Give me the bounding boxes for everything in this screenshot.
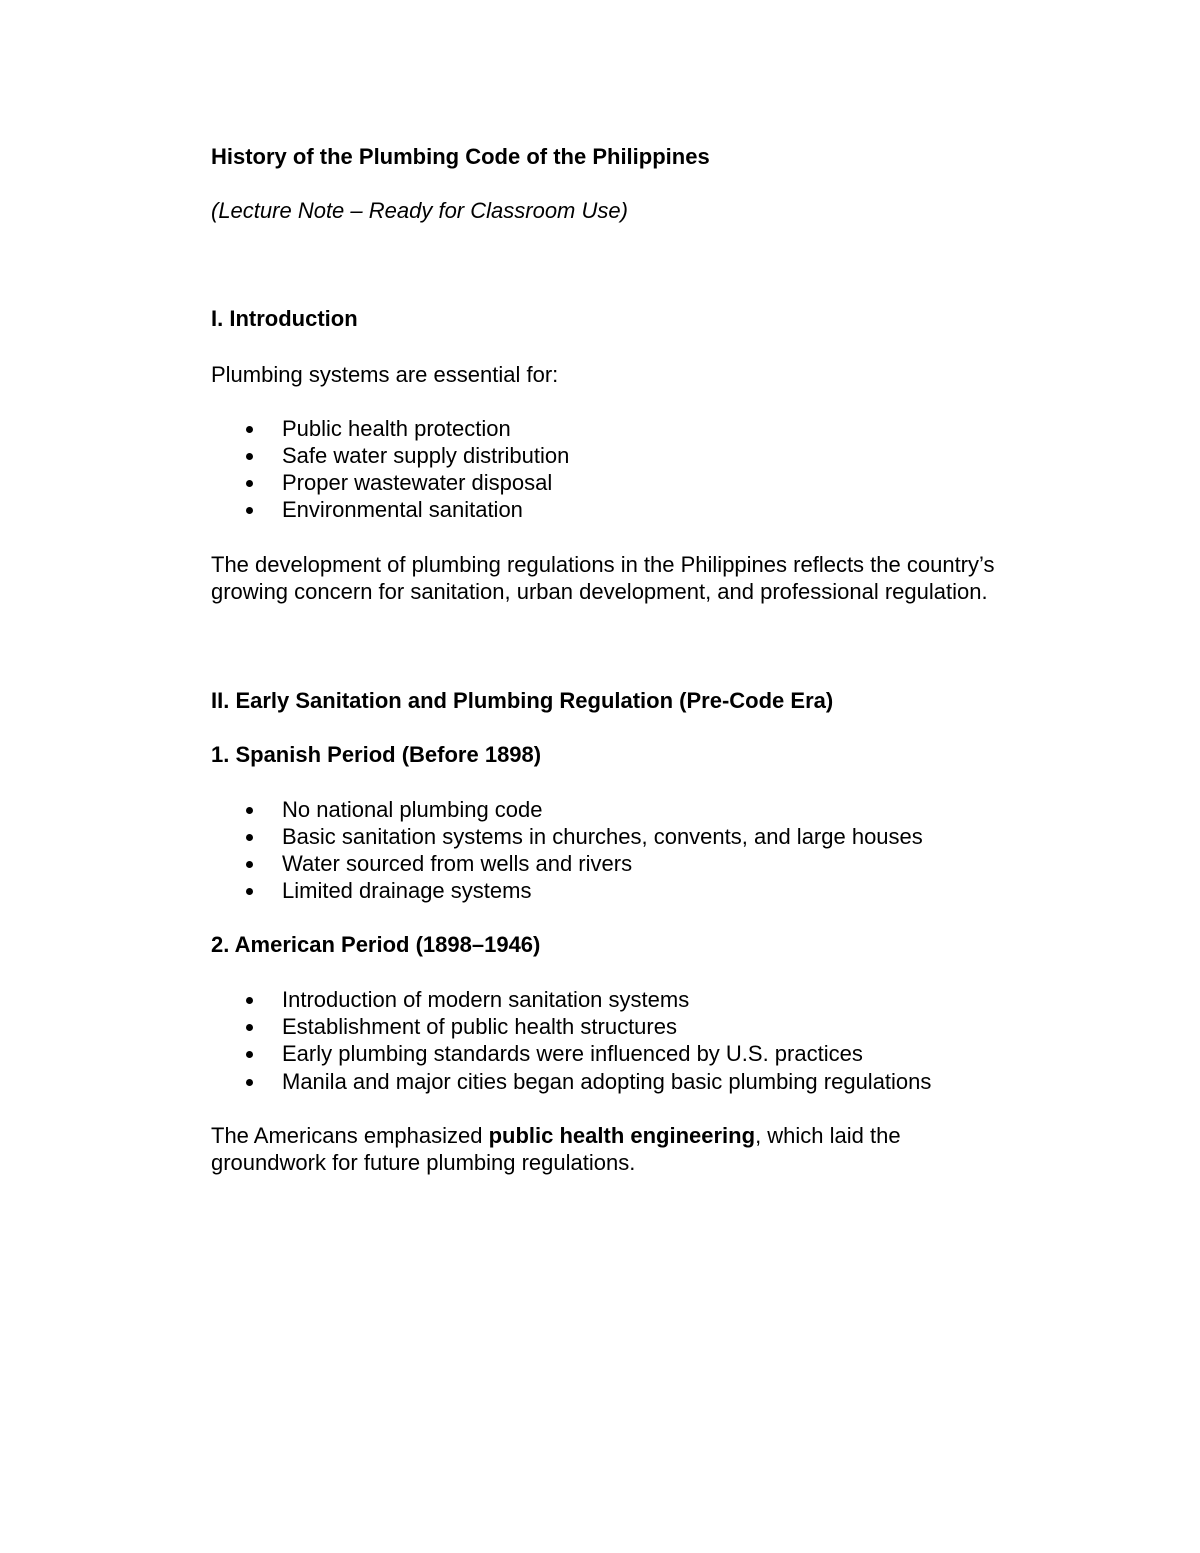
bullet-icon bbox=[246, 480, 253, 487]
closing-emphasis: public health engineering bbox=[488, 1123, 756, 1148]
closing-text-part-1: The Americans emphasized bbox=[211, 1123, 489, 1148]
list-item: Limited drainage systems bbox=[282, 878, 532, 903]
bullet-icon bbox=[246, 1024, 253, 1031]
bullet-icon bbox=[246, 888, 253, 895]
document-subtitle: (Lecture Note – Ready for Classroom Use) bbox=[211, 198, 628, 223]
list-item: Safe water supply distribution bbox=[282, 443, 570, 468]
list-item: Public health protection bbox=[282, 416, 511, 441]
bullet-icon bbox=[246, 807, 253, 814]
list-item: Proper wastewater disposal bbox=[282, 470, 553, 495]
list-item: No national plumbing code bbox=[282, 797, 543, 822]
list-item: Basic sanitation systems in churches, convents, and large houses bbox=[282, 824, 923, 849]
introduction-lead: Plumbing systems are essential for: bbox=[211, 362, 559, 387]
bullet-icon bbox=[246, 861, 253, 868]
bullet-icon bbox=[246, 1079, 253, 1086]
bullet-icon bbox=[246, 426, 253, 433]
introduction-paragraph-line-2: growing concern for sanitation, urban development, and professional regulation. bbox=[211, 579, 988, 604]
document-title: History of the Plumbing Code of the Philippines bbox=[211, 144, 710, 169]
closing-text-part-2: , which laid the bbox=[755, 1123, 901, 1148]
bullet-icon bbox=[246, 507, 253, 514]
section-heading-early-sanitation: II. Early Sanitation and Plumbing Regulation (Pre-Code Era) bbox=[211, 688, 834, 713]
subsection-heading-american-period: 2. American Period (1898–1946) bbox=[211, 932, 541, 957]
list-item: Early plumbing standards were influenced by U.S. practices bbox=[282, 1041, 863, 1066]
list-item: Environmental sanitation bbox=[282, 497, 523, 522]
bullet-icon bbox=[246, 834, 253, 841]
bullet-icon bbox=[246, 1051, 253, 1058]
list-item: Manila and major cities began adopting basic plumbing regulations bbox=[282, 1069, 932, 1094]
closing-paragraph-line-2: groundwork for future plumbing regulations. bbox=[211, 1150, 636, 1175]
bullet-icon bbox=[246, 997, 253, 1004]
section-heading-introduction: I. Introduction bbox=[211, 306, 358, 331]
list-item: Water sourced from wells and rivers bbox=[282, 851, 633, 876]
subsection-heading-spanish-period: 1. Spanish Period (Before 1898) bbox=[211, 742, 542, 767]
list-item: Introduction of modern sanitation systems bbox=[282, 987, 690, 1012]
list-item: Establishment of public health structures bbox=[282, 1014, 677, 1039]
bullet-icon bbox=[246, 453, 253, 460]
closing-paragraph-line-1 bbox=[211, 1122, 901, 1149]
introduction-paragraph-line-1: The development of plumbing regulations in the Philippines reflects the country’s bbox=[211, 552, 995, 577]
